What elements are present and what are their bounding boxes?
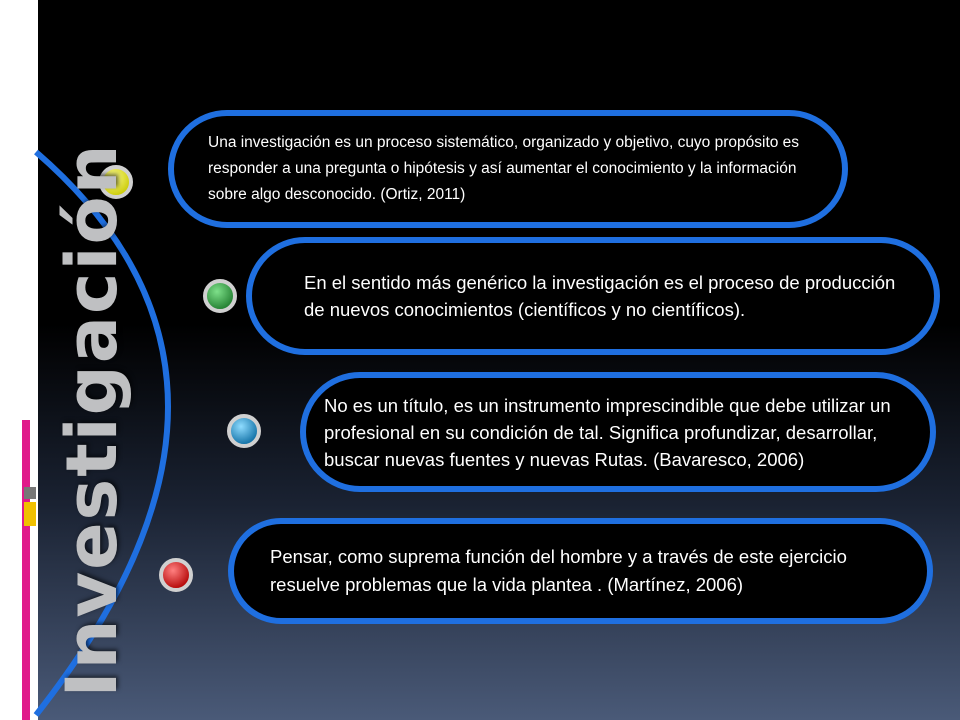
text-bubble-1 bbox=[168, 110, 848, 228]
bubble-text-3: No es un título, es un instrumento imprescindible que debe utilizar un profesional en su condición de tal. Significa profundizar, desarrollar, buscar nuevas fuentes y nuevas Rutas. (Bavaresco, 2006) bbox=[324, 394, 891, 470]
text-bubble-4 bbox=[228, 518, 933, 624]
bubble-text-1: Una investigación es un proceso sistemático, organizado y objetivo, cuyo propósito es responder a una pregunta o hipótesis y así aumentar el conocimiento y la información sobre algo desconocido. (Ortiz, 2011) bbox=[208, 134, 800, 203]
bullet-node-3 bbox=[229, 416, 259, 446]
text-bubble-2 bbox=[246, 237, 940, 355]
bubble-text-2: En el sentido más genérico la investigación es el proceso de producción de nuevos conocimientos (científicos y no científicos). bbox=[304, 272, 896, 320]
text-bubble-3 bbox=[300, 372, 936, 492]
bullet-node-2 bbox=[205, 281, 235, 311]
bullet-node-4 bbox=[161, 560, 191, 590]
bubble-text-4: Pensar, como suprema función del hombre y a través de este ejercicio resuelve problemas que la vida plantea . (Martínez, 2006) bbox=[270, 546, 847, 595]
slide-title: Investigación bbox=[51, 142, 133, 698]
